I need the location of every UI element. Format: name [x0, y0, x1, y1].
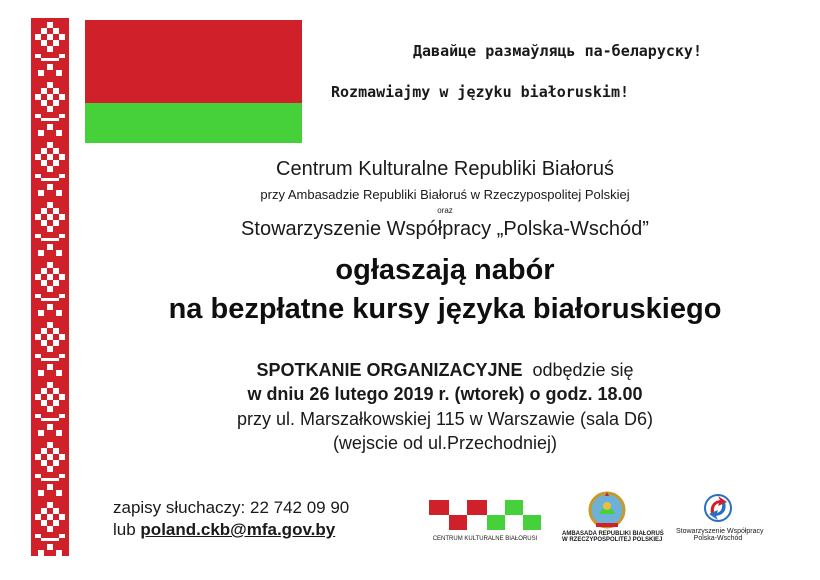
- meeting-date: w dniu 26 lutego 2019 r. (wtorek) o godz. 18.00: [247, 384, 643, 404]
- slogan-belarusian: Давайце размаўляць па-беларуску!: [413, 42, 702, 60]
- meeting-label-suffix: odbędzie się: [532, 360, 634, 380]
- ckb-logo-label: CENTRUM KULTURALNE BIAŁORUSI: [432, 536, 538, 542]
- contact-phone: zapisy słuchaczy: 22 742 09 90: [113, 498, 350, 517]
- belarus-flag: [85, 20, 302, 143]
- email-prefix: lub: [113, 520, 136, 539]
- embassy-logo-label: [562, 531, 664, 543]
- meeting-entrance: (wejscie od ul.Przechodniej): [332, 433, 558, 453]
- organizer-2-name: Stowarzyszenie Współpracy „Polska-Wschód”: [241, 218, 649, 240]
- meeting-label: SPOTKANIE ORGANIZACYJNE: [256, 360, 523, 380]
- headline-line-2: na bezpłatne kursy języka białoruskiego: [168, 293, 722, 325]
- headline-line-1: ogłaszają nabór: [335, 254, 555, 286]
- organizer-1-subtitle: przy Ambasadzie Republiki Białoruś w Rzeczypospolitej Polskiej: [260, 187, 630, 202]
- contact-email-line: [113, 520, 335, 540]
- embassy-label-line-2: W RZECZYPOSPOLITEJ POLSKIEJ: [562, 537, 663, 543]
- flag-green-band: [85, 103, 302, 143]
- association-logo-label: [676, 528, 764, 542]
- association-label-line-2: Polska-Wschód: [693, 535, 743, 542]
- meeting-address: przy ul. Marszałkowskiej 115 w Warszawie (sala D6): [236, 409, 654, 429]
- email-link[interactable]: poland.ckb@mfa.gov.by: [140, 520, 336, 539]
- embassy-label-line-1: AMBASADA REPUBLIKI BIAŁORUŚ: [562, 531, 664, 537]
- slogan-polish: Rozmawiajmy w języku białoruskim!: [331, 83, 630, 101]
- flag-red-band: [85, 20, 302, 103]
- ckb-logo: [429, 500, 541, 530]
- association-logo-icon: [703, 492, 733, 524]
- belarusian-ornament: [28, 18, 72, 556]
- coat-of-arms-icon: [587, 490, 627, 530]
- organizer-1-name: Centrum Kulturalne Republiki Białoruś: [276, 158, 614, 180]
- meeting-announcement: [85, 360, 805, 381]
- conjunction-text: oraz: [437, 206, 453, 215]
- association-label-line-1: Stowarzyszenie Współpracy: [676, 528, 764, 535]
